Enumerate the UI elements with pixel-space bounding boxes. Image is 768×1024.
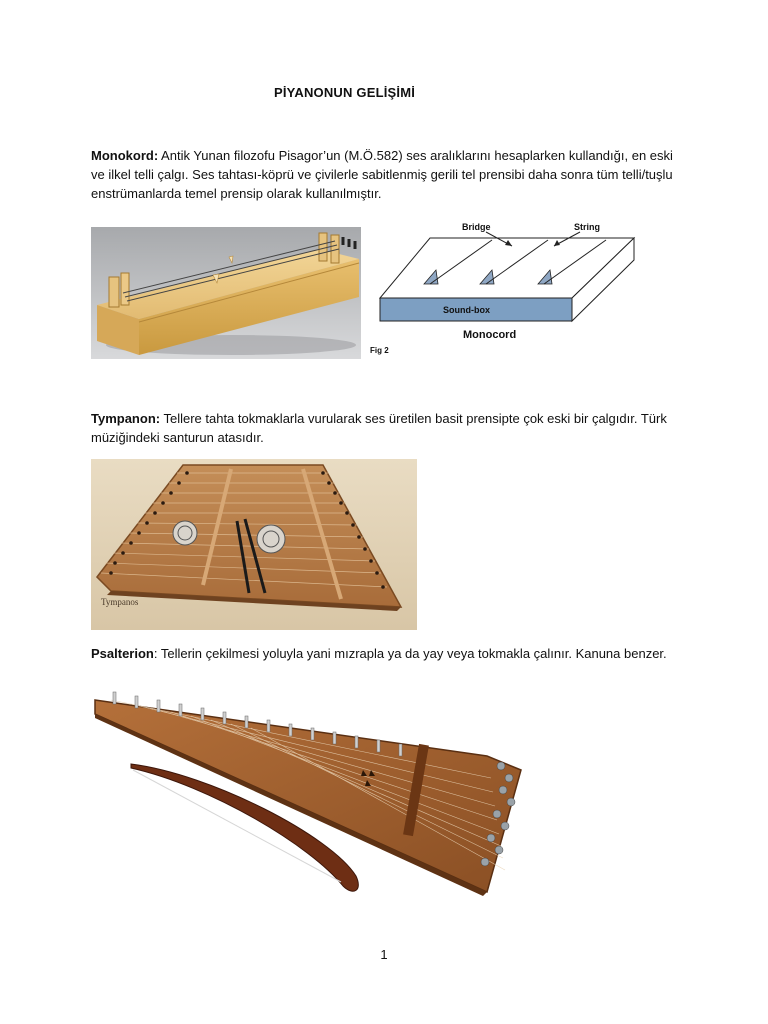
monochord-photo <box>91 227 361 359</box>
tympanon-paragraph <box>91 409 681 447</box>
psalterion-photo <box>91 686 536 901</box>
page-number: 1 <box>380 947 388 962</box>
monocord-diagram <box>368 218 640 358</box>
soundbox-label: Sound-box <box>443 305 490 315</box>
monocord-caption: Monocord <box>463 329 517 341</box>
page-title: PİYANONUN GELİŞİMİ <box>274 85 416 100</box>
psalterion-paragraph <box>91 644 681 663</box>
monokord-paragraph <box>91 146 681 203</box>
psalterion-text: : Tellerin çekilmesi yoluyla yani mızrapla ya da yay veya tokmakla çalınır. Kanuna benzer. <box>153 646 667 661</box>
monokord-term: Monokord: <box>91 148 159 163</box>
fig-label: Fig 2 <box>370 346 389 355</box>
tympanos-caption: Tympanos <box>101 597 139 607</box>
monokord-text: Antik Yunan filozofu Pisagor’un (M.Ö.582) ses aralıklarını hesaplarken kullandığı, en eski ve ilkel telli çalgı. Ses tahtası-köprü ve çivilerle sabitlenmiş gerili tel prensibi daha sonra tüm telli/tuşlu enstrümanlarda temel prensip olarak kullanılmıştır. <box>91 148 673 201</box>
tympanon-photo <box>91 459 417 630</box>
psalterion-term: Psalterion <box>91 646 154 661</box>
string-label: String <box>574 222 600 232</box>
tympanon-term: Tympanon: <box>91 411 161 426</box>
bridge-label: Bridge <box>462 222 491 232</box>
tympanon-text: Tellere tahta tokmaklarla vurularak ses üretilen basit prensipte çok eski bir çalgıdır. Türk müziğindeki santurun atasıdır. <box>91 411 667 445</box>
